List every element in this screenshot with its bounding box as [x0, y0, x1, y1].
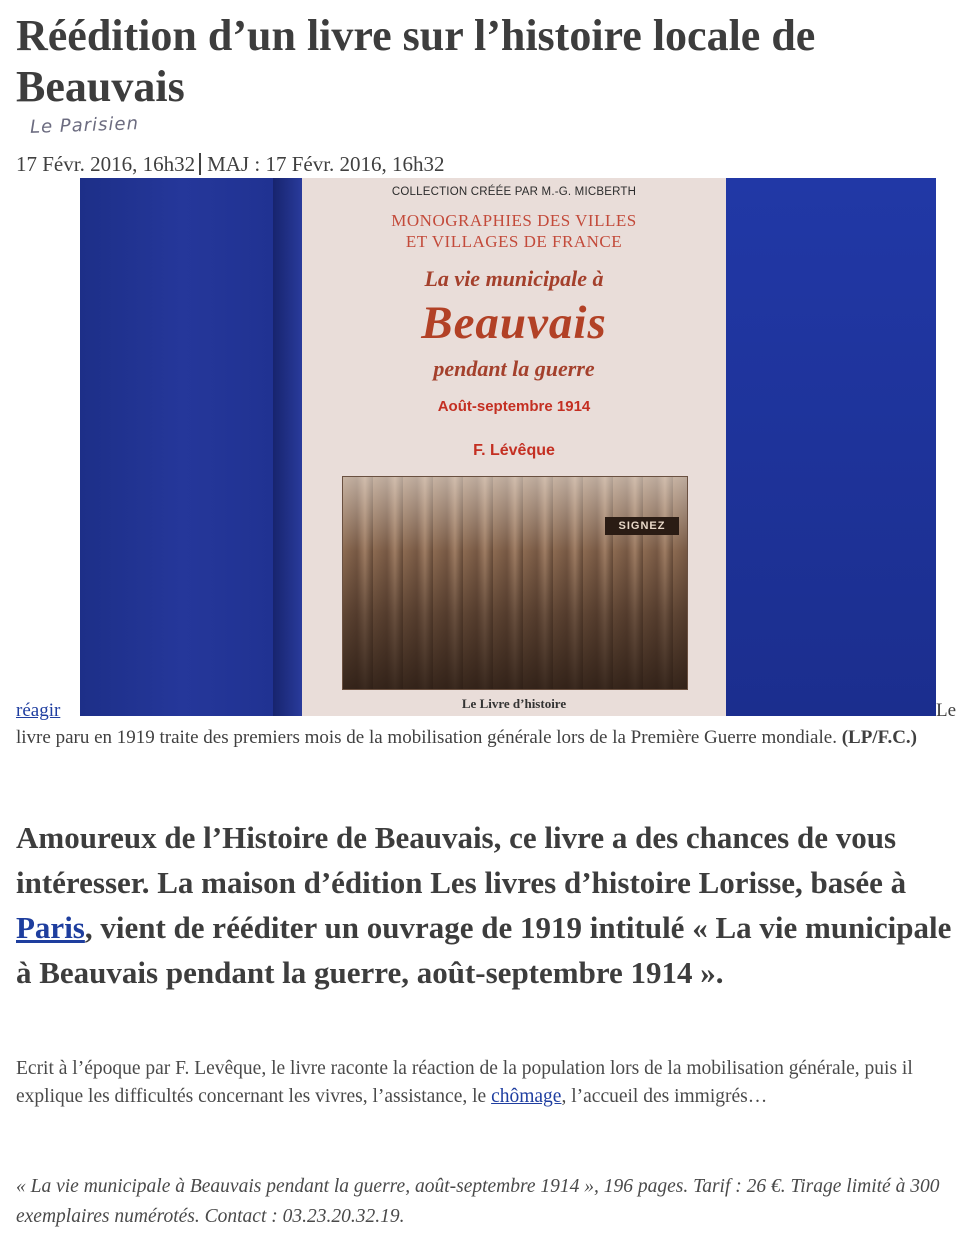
shop-sign: SIGNEZ: [605, 517, 679, 535]
article-lead: [16, 815, 960, 995]
lead-text-2: , vient de rééditer un ouvrage de 1919 intitulé « La vie municipale à Beauvais pendant la guerre, août-septembre 1914 ».: [16, 910, 952, 990]
body-text-2: , l’accueil des immigrés…: [561, 1086, 768, 1107]
book-spine: [273, 178, 305, 716]
lead-text-1: Amoureux de l’Histoire de Beauvais, ce livre a des chances de vous intéresser. La maison d’édition Les livres d’histoire Lorisse, basée à: [16, 820, 907, 900]
cover-publisher: Le Livre d’histoire: [461, 696, 567, 711]
book-cover: [302, 178, 726, 716]
update-date: MAJ : 17 Févr. 2016, 16h32: [207, 152, 445, 176]
book-info: « La vie municipale à Beauvais pendant la guerre, août-septembre 1914 », 196 pages. Tarif : 26 €. Tirage limité à 300 exemplaires numérotés. Contact : 03.23.20.32.19.: [16, 1176, 940, 1227]
book-back-panel: [723, 178, 936, 716]
article-body: [16, 1055, 946, 1111]
cover-title-line-1: La vie municipale à: [424, 266, 604, 291]
body-text-1: Ecrit à l’époque par F. Levêque, le livre raconte la réaction de la population lors de la mobilisation générale, puis il explique les difficultés concernant les vivres, l’assistance, le: [16, 1058, 913, 1107]
cover-archive-photo: [342, 476, 688, 690]
publish-date: 17 Févr. 2016, 16h32: [16, 152, 196, 176]
cover-series-line-1: MONOGRAPHIES DES VILLES: [391, 211, 637, 230]
chomage-link[interactable]: chômage: [491, 1086, 562, 1107]
date-separator: [199, 153, 201, 175]
dateline: [16, 152, 445, 177]
cover-series: [302, 210, 726, 252]
caption-text-block: [16, 725, 960, 750]
cover-title-main: Beauvais: [421, 297, 607, 349]
article-headline: Réédition d’un livre sur l’histoire locale de Beauvais: [16, 11, 816, 111]
handwritten-note: Le Parisien: [29, 113, 140, 138]
paris-link[interactable]: Paris: [16, 910, 85, 945]
cover-collection: COLLECTION CRÉÉE PAR M.-G. MICBERTH: [391, 186, 637, 198]
caption-text: livre paru en 1919 traite des premiers mois de la mobilisation générale lors de la Première Guerre mondiale.: [16, 727, 837, 748]
photo-caption: [16, 698, 960, 748]
caption-start: Le: [936, 700, 957, 721]
photo-credit: (LP/F.C.): [841, 727, 917, 748]
article-photo: [80, 178, 936, 716]
cover-author: F. Lévêque: [473, 442, 555, 459]
react-link[interactable]: réagir: [16, 700, 61, 721]
cover-dates: Août-septembre 1914: [437, 398, 591, 415]
cover-series-line-2: ET VILLAGES DE FRANCE: [405, 232, 623, 251]
cover-title-line-3: pendant la guerre: [433, 356, 595, 381]
